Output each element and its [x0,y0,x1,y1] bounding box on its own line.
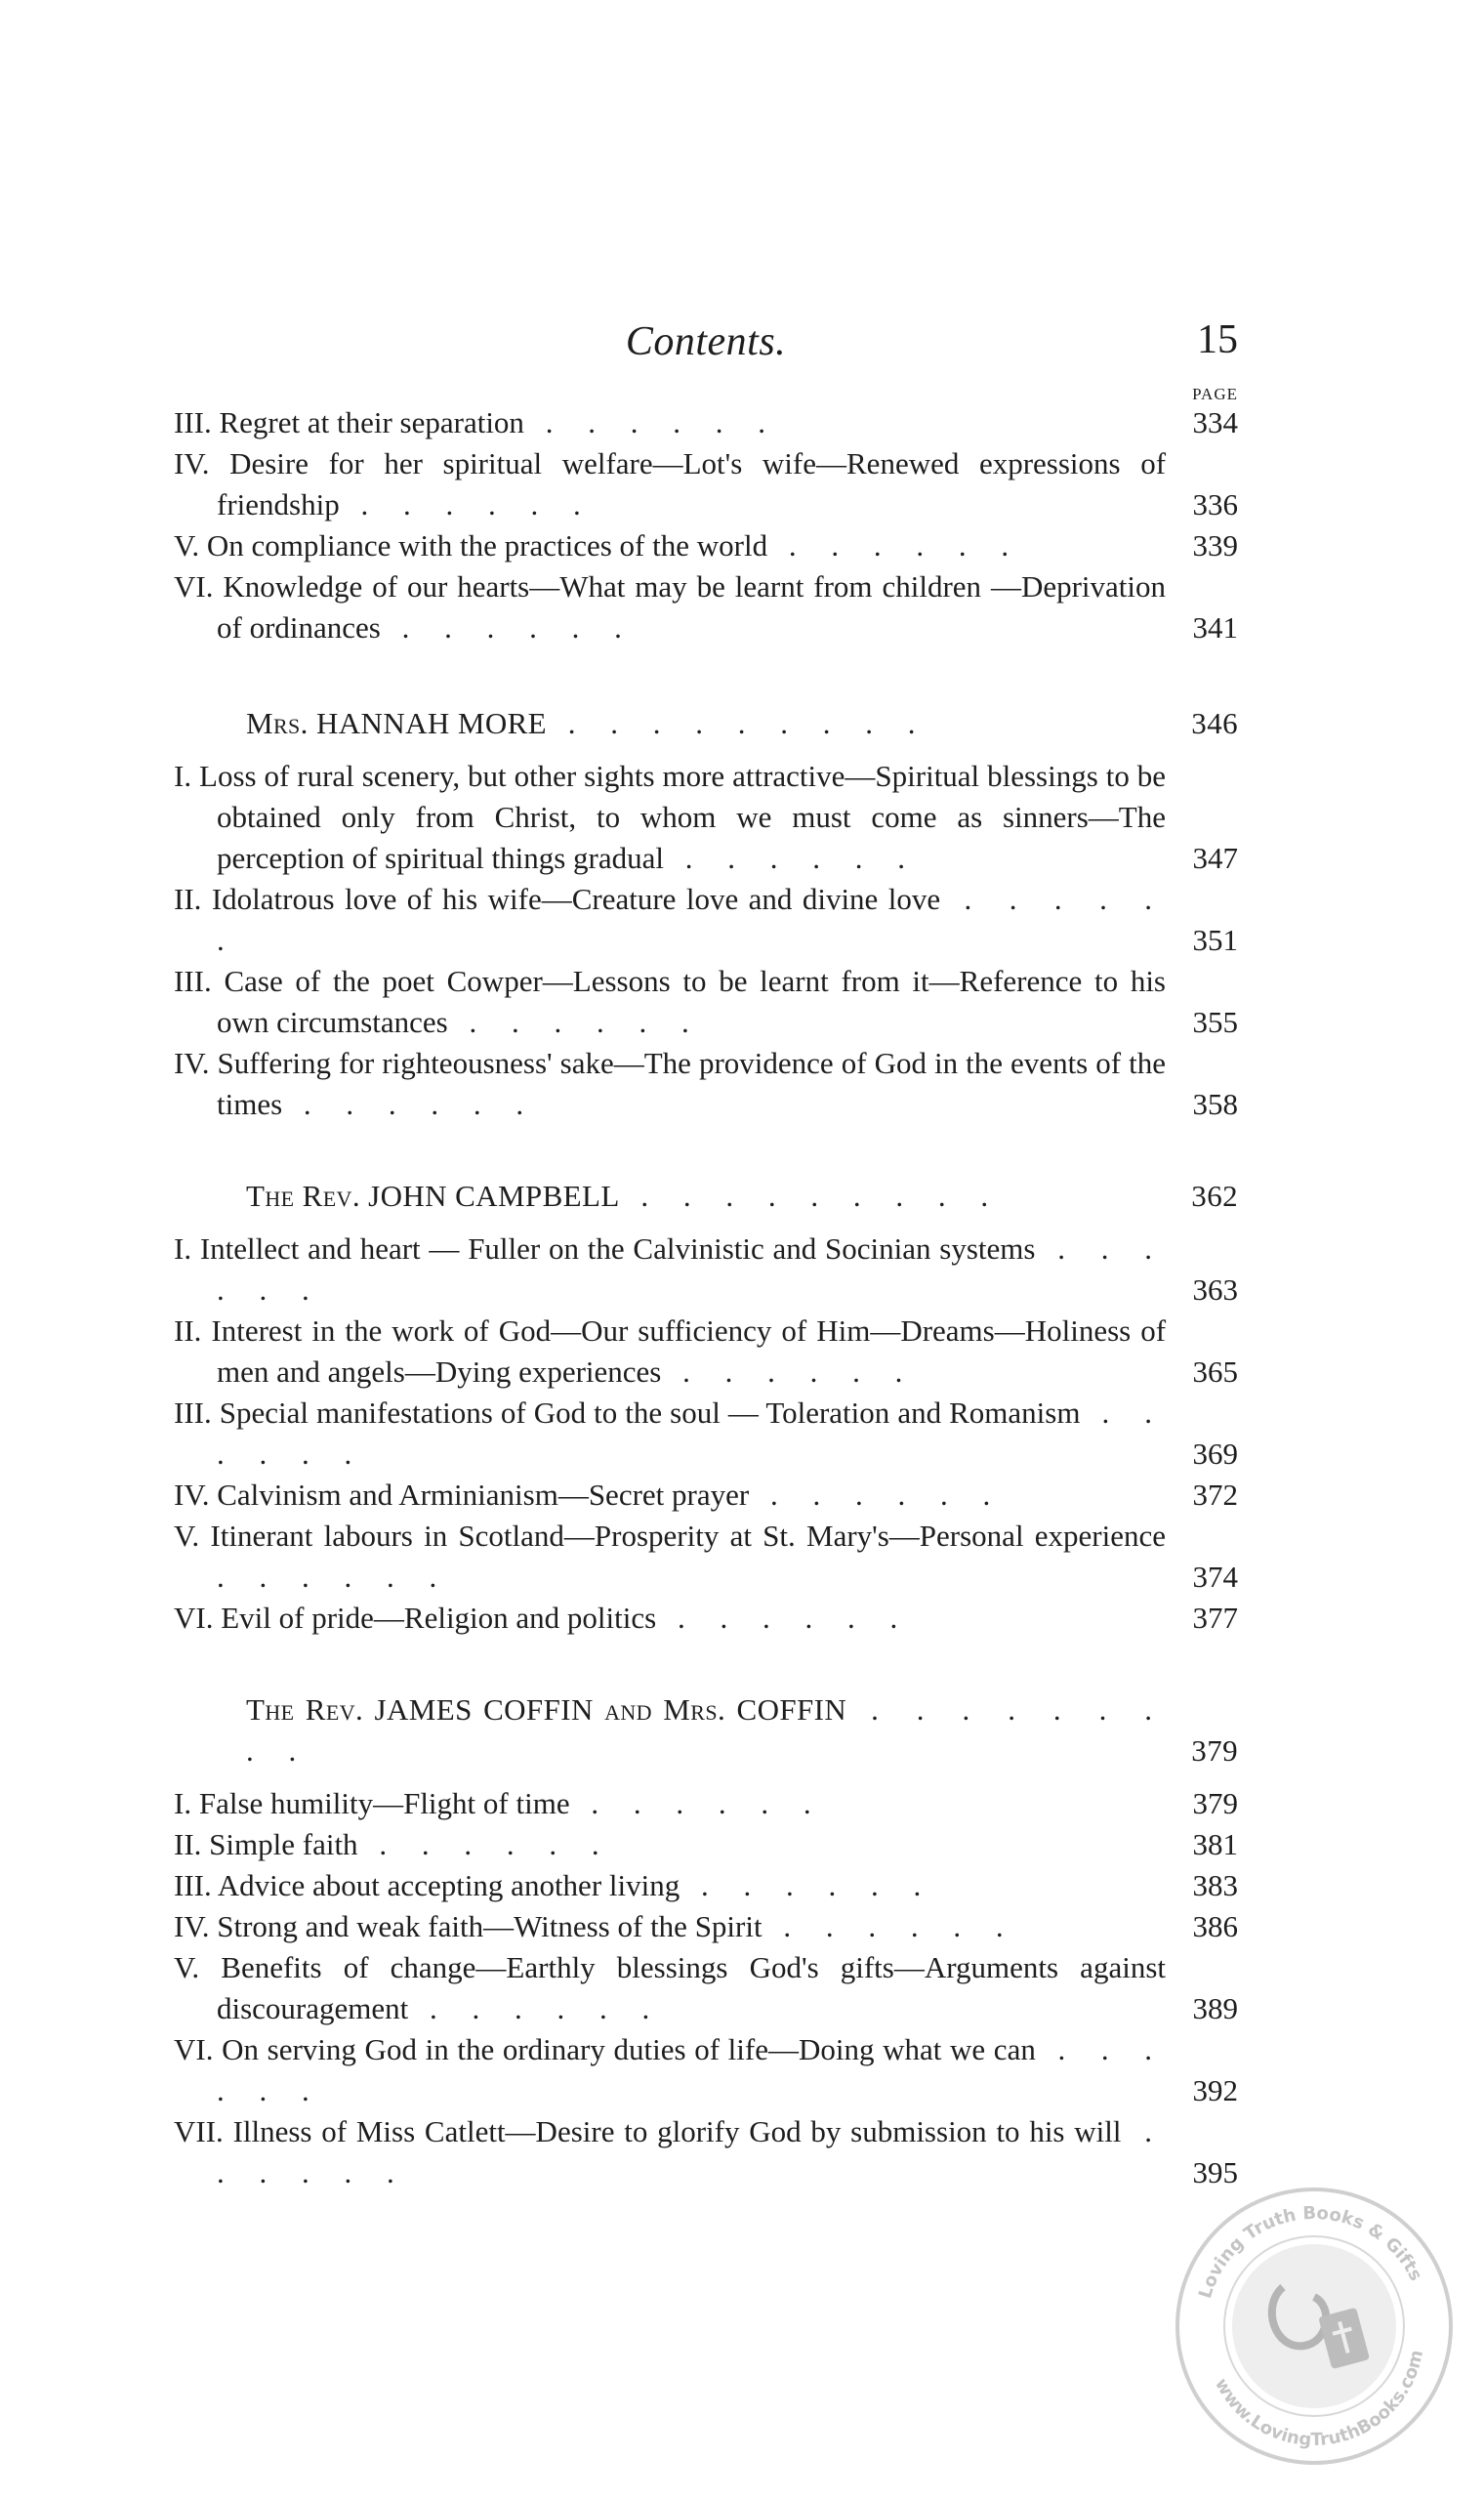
entry-title: Itinerant labours in Scotland—Prosperity at St. Mary's—Personal experience [210,1519,1167,1553]
running-head [174,318,1238,377]
entry-number: III. [174,964,212,998]
entry-number: V. [174,1519,200,1553]
toc-entry [174,443,1238,525]
entry-page: 379 [1192,1786,1238,1820]
entry-page: 381 [1192,1827,1238,1861]
entry-page: 351 [1192,923,1238,957]
entry-page: 377 [1192,1601,1238,1635]
toc-entry [174,1311,1238,1393]
entry-number: IV. [174,1046,210,1080]
entry-title: Suffering for righteousness' sake—The providence of God in the events of the times [217,1046,1167,1121]
leader-dots: . . . . . . [282,1087,538,1121]
leader-dots: . . . . . . [661,1354,917,1389]
entry-page: 369 [1192,1437,1238,1471]
entry-title: Interest in the work of God—Our sufficiency of Him—Dreams—Holiness of men and angels—Dying experiences [211,1313,1167,1389]
leader-dots: . . . . . . [217,1560,451,1594]
svg-text:www.LovingTruthBooks.com: www.LovingTruthBooks.com [1211,2348,1428,2451]
entry-number: IV. [174,446,210,480]
toc-entry [174,1516,1238,1598]
entry-page: 336 [1192,487,1238,521]
entry-number: VI. [174,2032,214,2066]
toc-entry [174,1783,1238,1824]
heading-connector: and Mrs. [604,1692,726,1727]
toc-section [174,402,1238,648]
toc-entry [174,1043,1238,1125]
entry-page: 339 [1192,528,1238,562]
heading-prefix: Mrs. [246,706,309,740]
section-heading [174,1176,1238,1217]
entry-title: Calvinism and Arminianism—Secret prayer [217,1478,750,1512]
entry-title: Benefits of change—Earthly blessings God's gifts—Arguments against discouragement [217,1950,1166,2025]
toc-entry [174,1475,1238,1516]
toc-entry [174,879,1238,961]
entry-number: II. [174,1313,202,1348]
entry-title: Regret at their separation [219,405,524,439]
entry-page: 358 [1192,1087,1238,1121]
leader-dots: . . . . . . [339,487,595,521]
toc-entry [174,402,1238,443]
entry-number: IV. [174,1478,210,1512]
toc-entry [174,566,1238,648]
leader-dots: . . . . . . [680,1868,935,1902]
leader-dots: . . . . . . . . . [547,706,929,740]
toc-entry [174,1598,1238,1639]
entry-title: Knowledge of our hearts—What may be learnt from children —Deprivation of ordinances [217,569,1167,645]
entry-number: V. [174,1950,200,1984]
entry-page: 392 [1192,2073,1238,2107]
heading-prefix: The Rev. [246,1179,360,1213]
toc-entry [174,1824,1238,1865]
entry-title: Illness of Miss Catlett—Desire to glorify God by submission to his will [232,2114,1122,2148]
entry-title: Special manifestations of God to the soul — Toleration and Romanism [219,1396,1081,1430]
toc-entry [174,1865,1238,1906]
entry-page: 374 [1192,1560,1238,1594]
heading-name: JOHN CAMPBELL [368,1179,620,1213]
toc-entry [174,1393,1238,1475]
entry-page: 389 [1192,1991,1238,2025]
page-number: 15 [1197,317,1238,362]
entry-number: II. [174,1827,202,1861]
leader-dots: . . . . . . [664,841,919,875]
toc-entry [174,525,1238,566]
entry-number: VI. [174,569,214,604]
entry-number: I. [174,759,192,793]
entry-title: Evil of pride—Religion and politics [221,1601,657,1635]
entry-page: 334 [1192,405,1238,439]
entry-title: Advice about accepting another living [217,1868,680,1902]
entry-number: III. [174,1396,212,1430]
leader-dots: . . . . . . [217,2114,1166,2189]
entry-title: Strong and weak faith—Witness of the Spirit [217,1909,763,1943]
leader-dots: . . . . . . . . . [619,1179,1003,1213]
toc-section [174,1176,1238,1639]
entry-page: 365 [1192,1354,1238,1389]
section-heading [174,1689,1238,1771]
entry-title: Loss of rural scenery, but other sights more attractive—Spiritual blessings to be obtained only from Christ, to whom we must come as sinners—The perception of spiritual things gradual [199,759,1166,875]
entry-number: V. [174,528,200,562]
entry-number: VI. [174,1601,214,1635]
toc-section [174,703,1238,1125]
toc-entry [174,1906,1238,1947]
entry-page: 347 [1192,841,1238,875]
entry-number: I. [174,1231,192,1266]
leader-dots: . . . . . . [357,1827,613,1861]
entry-number: VII. [174,2114,224,2148]
leader-dots: . . . . . . [217,1231,1167,1307]
leader-dots: . . . . . . [217,2032,1167,2107]
entry-title: False humility—Flight of time [198,1786,570,1820]
entry-number: III. [174,1868,212,1902]
leader-dots: . . . . . . [767,528,1023,562]
entry-title: Desire for her spiritual welfare—Lot's wife—Renewed expressions of friendship [217,446,1167,521]
toc-entry [174,1947,1238,2029]
entry-page: 341 [1192,610,1238,645]
entry-page: 386 [1192,1909,1238,1943]
leader-dots: . . . . . . [656,1601,912,1635]
table-of-contents [174,402,1238,2193]
toc-section [174,1689,1238,2193]
heading-suffix: COFFIN [736,1692,847,1727]
toc-entry [174,1229,1238,1311]
svg-text:Loving Truth Books & Gifts: Loving Truth Books & Gifts [1195,2202,1426,2302]
heading-prefix: The Rev. [246,1692,364,1727]
page-title: Contents. [625,319,787,364]
entry-page: 395 [1192,2155,1238,2189]
entry-title: Intellect and heart — Fuller on the Calvinistic and Socinian systems [199,1231,1036,1266]
leader-dots: . . . . . . [569,1786,825,1820]
toc-entry [174,2111,1238,2193]
heading-page: 362 [1191,1179,1238,1213]
leader-dots: . . . . . . [408,1991,664,2025]
entry-page: 355 [1192,1005,1238,1039]
section-heading [174,703,1238,744]
bookseller-stamp-icon [1168,2180,1461,2473]
entry-number: I. [174,1786,192,1820]
heading-page: 379 [1191,1733,1238,1768]
leader-dots: . . . . . . [380,610,636,645]
leader-dots: . . . . . . [762,1909,1017,1943]
entry-title: Case of the poet Cowper—Lessons to be learnt from it—Reference to his own circumstances [217,964,1166,1039]
entry-number: IV. [174,1909,210,1943]
entry-page: 383 [1192,1868,1238,1902]
toc-entry [174,961,1238,1043]
heading-page: 346 [1191,706,1238,740]
entry-title: On serving God in the ordinary duties of life—Doing what we can [222,2032,1036,2066]
leader-dots: . . . . . . [447,1005,703,1039]
heading-name: JAMES COFFIN [374,1692,594,1727]
entry-title: Simple faith [209,1827,358,1861]
entry-page: 372 [1192,1478,1238,1512]
entry-title: Idolatrous love of his wife—Creature love and divine love [211,882,941,916]
entry-number: II. [174,882,202,916]
entry-title: On compliance with the practices of the world [206,528,768,562]
page-column-label: PAGE [1192,385,1238,403]
leader-dots: . . . . . . [749,1478,1005,1512]
heading-name: HANNAH MORE [315,706,548,740]
leader-dots: . . . . . . . . . [246,1692,1167,1768]
entry-page: 363 [1192,1272,1238,1307]
leader-dots: . . . . . . [523,405,779,439]
toc-entry [174,756,1238,879]
toc-entry [174,2029,1238,2111]
entry-number: III. [174,405,212,439]
leader-dots: . . . . . . [217,1396,1167,1471]
leader-dots: . . . . . . [217,882,1167,957]
